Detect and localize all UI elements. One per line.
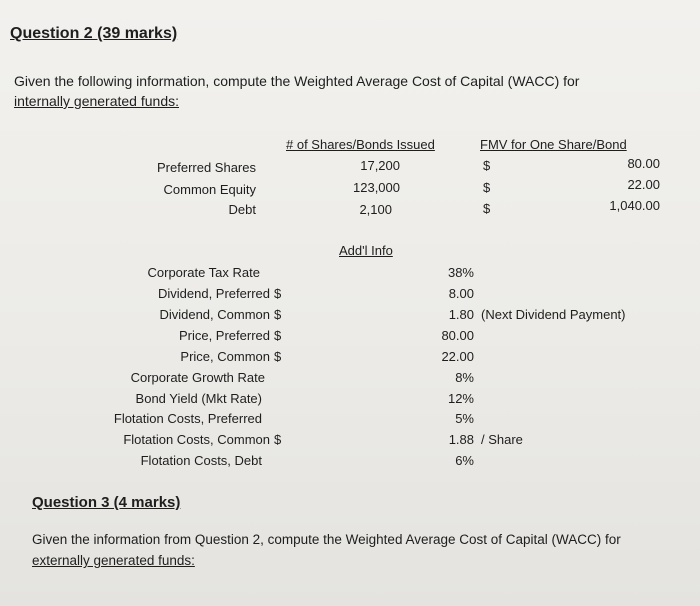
addl-label: Bond Yield (Mkt Rate) bbox=[135, 391, 262, 406]
addl-note: (Next Dividend Payment) bbox=[481, 307, 626, 322]
question-2-heading: Question 2 (39 marks) bbox=[10, 25, 178, 42]
row-label-debt: Debt bbox=[228, 202, 256, 217]
addl-label: Price, Common bbox=[180, 349, 270, 364]
bonds-debt: 2,100 bbox=[359, 202, 392, 217]
addl-label: Corporate Tax Rate bbox=[147, 265, 260, 280]
fmv-debt: 1,040.00 bbox=[609, 198, 660, 213]
question-3-intro-line2: externally generated funds: bbox=[32, 553, 195, 568]
addl-label: Flotation Costs, Common bbox=[123, 432, 270, 447]
shares-common: 123,000 bbox=[353, 180, 400, 195]
dollar-sign: $ bbox=[274, 432, 282, 447]
column-header-fmv: FMV for One Share/Bond bbox=[480, 137, 627, 152]
addl-value: 8.00 bbox=[448, 286, 474, 301]
column-header-shares: # of Shares/Bonds Issued bbox=[286, 137, 435, 152]
additional-info-heading: Add'l Info bbox=[339, 243, 393, 258]
addl-value: 6% bbox=[455, 453, 474, 468]
addl-label: Flotation Costs, Debt bbox=[140, 453, 262, 468]
addl-value: 8% bbox=[455, 370, 474, 385]
addl-label: Dividend, Common bbox=[159, 307, 270, 322]
addl-label: Corporate Growth Rate bbox=[130, 370, 265, 385]
addl-note: / Share bbox=[481, 432, 523, 447]
question-3-intro-line1: Given the information from Question 2, compute the Weighted Average Cost of Capital (WACC) for bbox=[32, 532, 621, 547]
addl-value: 22.00 bbox=[441, 349, 474, 364]
addl-value: 12% bbox=[447, 391, 474, 406]
addl-value: 5% bbox=[455, 411, 474, 426]
addl-label: Price, Preferred bbox=[178, 328, 270, 343]
question-2-intro-line2: internally generated funds: bbox=[14, 93, 179, 109]
dollar-sign: $ bbox=[274, 349, 282, 364]
dollar-sign: $ bbox=[274, 328, 282, 343]
addl-label: Dividend, Preferred bbox=[158, 286, 270, 301]
addl-value: 80.00 bbox=[441, 328, 474, 343]
dollar-sign: $ bbox=[274, 286, 282, 301]
dollar-sign: $ bbox=[483, 201, 491, 216]
addl-label: Flotation Costs, Preferred bbox=[113, 411, 262, 426]
addl-value: 1.88 bbox=[448, 432, 474, 447]
addl-value: 38% bbox=[447, 265, 474, 280]
dollar-sign: $ bbox=[274, 307, 282, 322]
question-2-intro-line1: Given the following information, compute the Weighted Average Cost of Capital (WACC) for bbox=[14, 73, 580, 89]
shares-preferred: 17,200 bbox=[360, 158, 400, 173]
fmv-preferred: 80.00 bbox=[627, 156, 660, 171]
dollar-sign: $ bbox=[483, 180, 491, 195]
row-label-common-equity: Common Equity bbox=[163, 182, 256, 197]
dollar-sign: $ bbox=[483, 158, 491, 173]
row-label-preferred-shares: Preferred Shares bbox=[157, 160, 256, 175]
fmv-common: 22.00 bbox=[627, 177, 660, 192]
question-3-heading: Question 3 (4 marks) bbox=[32, 494, 181, 511]
addl-value: 1.80 bbox=[448, 307, 474, 322]
